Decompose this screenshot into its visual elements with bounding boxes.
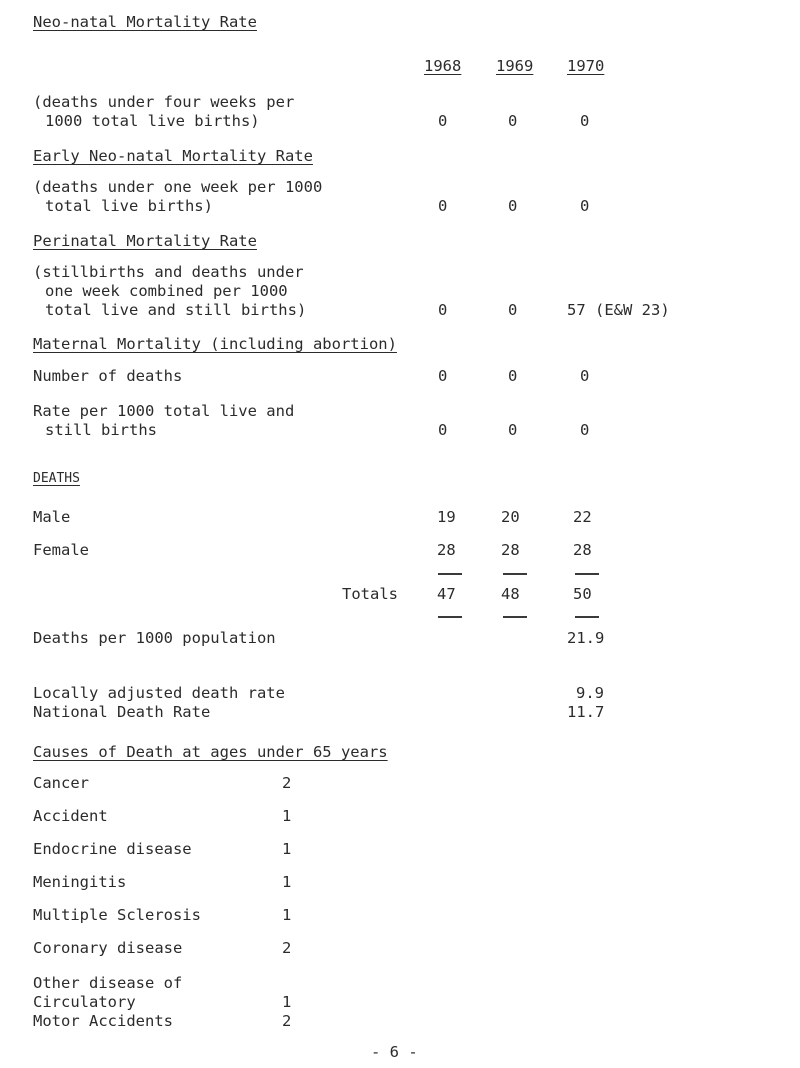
cause-count: 1 <box>282 807 292 825</box>
cause-count: 1 <box>282 840 292 858</box>
perinatal-value-1969: 0 <box>508 301 518 319</box>
subtotal-rule-1970 <box>575 573 599 575</box>
perinatal-value-1970: 57 (E&W 23) <box>567 301 670 319</box>
deaths-male-1968: 19 <box>437 508 456 526</box>
cause-label: Cancer <box>33 774 89 792</box>
deaths-female-1969: 28 <box>501 541 520 559</box>
page-number: - 6 - <box>371 1043 418 1061</box>
cause-count: 1 <box>282 873 292 891</box>
cause-label: Endocrine disease <box>33 840 192 858</box>
early-neo-natal-desc-line1: (deaths under one week per 1000 <box>33 178 323 196</box>
cause-label-line2: Circulatory <box>33 993 136 1011</box>
maternal-number-label: Number of deaths <box>33 367 183 385</box>
national-rate-value: 11.7 <box>567 703 605 721</box>
early-neo-natal-value-1970: 0 <box>580 197 590 215</box>
perinatal-title: Perinatal Mortality Rate <box>33 232 257 250</box>
total-rule-1968 <box>438 616 462 618</box>
deaths-female-label: Female <box>33 541 89 559</box>
deaths-totals-label: Totals <box>342 585 398 603</box>
cause-label: Motor Accidents <box>33 1012 173 1030</box>
year-header-1969: 1969 <box>496 57 534 75</box>
early-neo-natal-desc-line2: total live births) <box>45 197 213 215</box>
deaths-male-label: Male <box>33 508 71 526</box>
maternal-rate-1970: 0 <box>580 421 590 439</box>
page-title: Neo-natal Mortality Rate <box>33 13 257 31</box>
perinatal-desc-line2: one week combined per 1000 <box>45 282 288 300</box>
deaths-totals-1969: 48 <box>501 585 520 603</box>
maternal-rate-1968: 0 <box>438 421 448 439</box>
subtotal-rule-1969 <box>503 573 527 575</box>
maternal-number-1970: 0 <box>580 367 590 385</box>
perinatal-value-1968: 0 <box>438 301 448 319</box>
maternal-number-1969: 0 <box>508 367 518 385</box>
deaths-title: DEATHS <box>33 471 80 486</box>
cause-label: Accident <box>33 807 108 825</box>
cause-label: Multiple Sclerosis <box>33 906 201 924</box>
cause-count: 2 <box>282 1012 292 1030</box>
maternal-title: Maternal Mortality (including abortion) <box>33 335 397 353</box>
neo-natal-value-1969: 0 <box>508 112 518 130</box>
deaths-totals-1970: 50 <box>573 585 592 603</box>
deaths-totals-1968: 47 <box>437 585 456 603</box>
neo-natal-desc-line2: 1000 total live births) <box>45 112 260 130</box>
cause-count: 2 <box>282 774 292 792</box>
cause-label: Coronary disease <box>33 939 183 957</box>
maternal-rate-label-line2: still births <box>45 421 157 439</box>
deaths-per-1000-label: Deaths per 1000 population <box>33 629 276 647</box>
maternal-rate-1969: 0 <box>508 421 518 439</box>
cause-label: Meningitis <box>33 873 127 891</box>
neo-natal-value-1970: 0 <box>580 112 590 130</box>
locally-adjusted-value: 9.9 <box>576 684 604 702</box>
perinatal-desc-line1: (stillbirths and deaths under <box>33 263 304 281</box>
perinatal-desc-line3: total live and still births) <box>45 301 307 319</box>
cause-count: 1 <box>282 993 292 1011</box>
neo-natal-desc-line1: (deaths under four weeks per <box>33 93 295 111</box>
year-header-1970: 1970 <box>567 57 605 75</box>
deaths-female-1970: 28 <box>573 541 592 559</box>
neo-natal-value-1968: 0 <box>438 112 448 130</box>
early-neo-natal-value-1969: 0 <box>508 197 518 215</box>
cause-label: Other disease of <box>33 974 183 992</box>
year-header-1968: 1968 <box>424 57 462 75</box>
deaths-per-1000-value: 21.9 <box>567 629 605 647</box>
national-rate-label: National Death Rate <box>33 703 211 721</box>
deaths-male-1969: 20 <box>501 508 520 526</box>
total-rule-1969 <box>503 616 527 618</box>
total-rule-1970 <box>575 616 599 618</box>
maternal-number-1968: 0 <box>438 367 448 385</box>
deaths-female-1968: 28 <box>437 541 456 559</box>
cause-count: 1 <box>282 906 292 924</box>
early-neo-natal-title: Early Neo-natal Mortality Rate <box>33 147 313 165</box>
early-neo-natal-value-1968: 0 <box>438 197 448 215</box>
locally-adjusted-label: Locally adjusted death rate <box>33 684 285 702</box>
maternal-rate-label-line1: Rate per 1000 total live and <box>33 402 295 420</box>
deaths-male-1970: 22 <box>573 508 592 526</box>
cause-count: 2 <box>282 939 292 957</box>
causes-title: Causes of Death at ages under 65 years <box>33 743 388 761</box>
subtotal-rule-1968 <box>438 573 462 575</box>
